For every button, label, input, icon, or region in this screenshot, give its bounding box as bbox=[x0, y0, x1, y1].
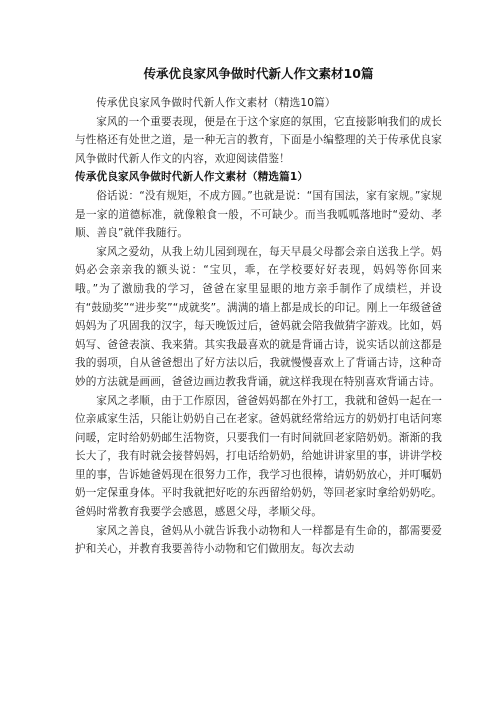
document-body bbox=[75, 94, 442, 559]
document-title: 传承优良家风争做时代新人作文素材10篇 bbox=[143, 66, 374, 81]
section-heading: 传承优良家风争做时代新人作文素材（精选篇1） bbox=[75, 171, 309, 184]
intro-line: 传承优良家风争做时代新人作文素材（精选10篇） bbox=[96, 97, 336, 109]
body-paragraph: 家风之孝顺，由于工作原因，爸爸妈妈都在外打工，我就和爸妈一起在一位亲戚家生活，只能让奶奶自己在老家。爸妈就经常给远方的奶奶打电话问寒问暖，定时给奶奶邮生活物资，只要我们一有时间就回老家陪奶奶。渐渐的我长大了，我有时就会接替妈妈，打电话给奶奶，给她讲讲家里的事，讲讲学校里的事，告诉她爸妈现在很努力工作，我学习也很棒，请奶奶放心，并叮嘱奶奶一定保重身体。平时我就把好吃的东西留给奶奶，等回老家时拿给奶奶吃。爸妈时常教育我要学会感恩，感恩父母，孝顺父母。 bbox=[75, 394, 442, 519]
body-paragraph: 家风之善良，爸妈从小就告诉我小动物和人一样都是有生命的，都需要爱护和关心，并教育我要善待小动物和它们做朋友。每次去动 bbox=[75, 524, 442, 556]
body-paragraph: 家风之爱幼，从我上幼儿园到现在，每天早晨父母都会亲自送我上学。妈妈必会亲亲我的额头说：“宝贝，乖，在学校要好好表现，妈妈等你回来哦。”为了激励我的学习，爸爸在家里显眼的地方亲手制作了成绩栏，并设有“鼓励奖”“进步奖”“成就奖”。满满的墙上都是成长的印记。刚上一年级爸爸妈妈为了巩固我的汉字，每天晚饭过后，爸妈就会陪我做猜字游戏。比如，妈妈写、爸爸表演、我来猜。其实我最喜欢的就是背诵古诗，说实话以前这都是我的弱项，自从爸爸想出了好方法以后，我就慢慢喜欢上了背诵古诗，这种奇妙的方法就是画画，爸爸边画边教我背诵，就这样我现在特别喜欢背诵古诗。 bbox=[75, 245, 442, 388]
body-paragraph: 俗话说：“没有规矩，不成方圆。”也就是说：“国有国法，家有家规。”家规是一家的道德标准，就像粮食一般，不可缺少。而当我呱呱落地时“爱幼、孝顺、善良”就伴我随行。 bbox=[75, 189, 442, 240]
intro-paragraph: 家风的一个重要表现，便是在于这个家庭的氛围，它直接影响我们的成长与性格还有处世之道，是一种无言的教育，下面是小编整理的关于传承优良家风争做时代新人作文的内容，欢迎阅读借鉴！ bbox=[75, 115, 442, 165]
